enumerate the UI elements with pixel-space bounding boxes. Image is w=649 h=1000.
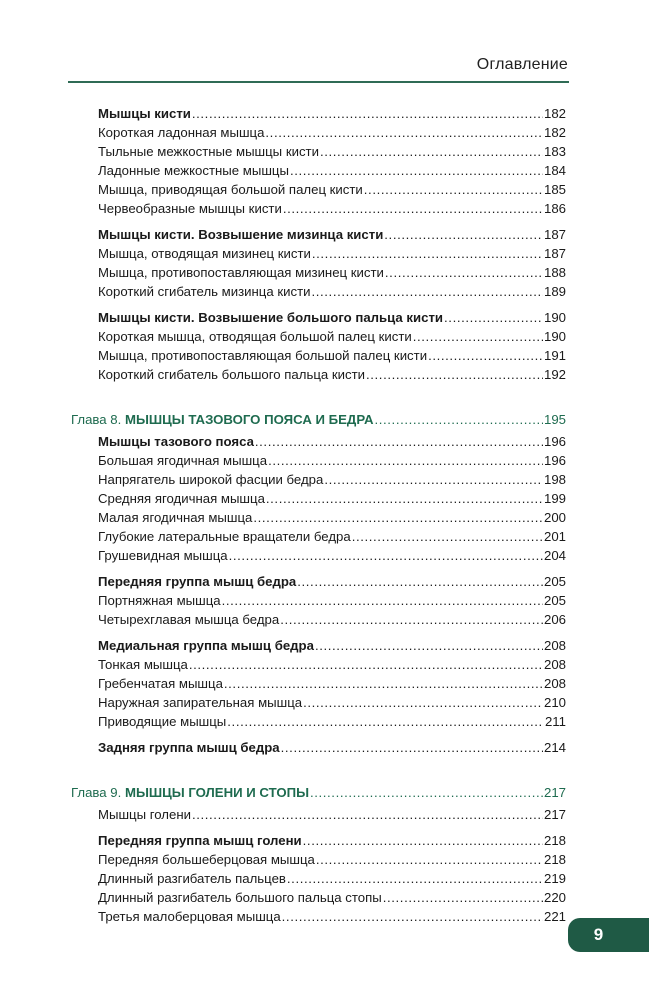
toc-group: [0, 831, 649, 926]
leader-dots: [303, 693, 543, 712]
toc-section-heading[interactable]: [0, 738, 566, 757]
toc-entry[interactable]: [0, 591, 566, 610]
leader-dots: [224, 674, 543, 693]
leader-dots: [324, 470, 543, 489]
toc-group: [0, 104, 649, 218]
page-number: 9: [593, 925, 604, 944]
leader-dots: [280, 610, 543, 629]
toc-entry-page: 211: [544, 714, 566, 729]
toc-entry[interactable]: [0, 244, 566, 263]
toc-entry-title: Тыльные межкостные мышцы кисти: [98, 144, 319, 159]
leader-dots: [282, 907, 543, 926]
leader-dots: [283, 199, 543, 218]
chapter-name: МЫШЦЫ ТАЗОВОГО ПОЯСА И БЕДРА: [124, 412, 374, 427]
toc-section-heading-page: 208: [543, 638, 566, 653]
toc-entry-page: 206: [543, 612, 566, 627]
toc-section-heading[interactable]: [0, 104, 566, 123]
chapter-name: МЫШЦЫ ГОЛЕНИ И СТОПЫ: [124, 785, 309, 800]
page-number-badge: [568, 918, 649, 952]
toc-group: [0, 572, 649, 629]
toc-entry-page: 200: [543, 510, 566, 525]
leader-dots: [192, 805, 543, 824]
leader-dots: [290, 161, 543, 180]
toc-entry[interactable]: [0, 142, 566, 161]
leader-dots: [352, 527, 543, 546]
toc-section-heading-page: 182: [543, 106, 566, 121]
leader-dots: [366, 365, 543, 384]
toc-entry-page: 219: [543, 871, 566, 886]
leader-dots: [255, 432, 543, 451]
toc-entry-title: Третья малоберцовая мышца: [98, 909, 281, 924]
toc-section-heading-page: 187: [543, 227, 566, 242]
toc-entry[interactable]: [0, 508, 566, 527]
toc-entry[interactable]: [0, 546, 566, 565]
toc-section-heading[interactable]: [0, 225, 566, 244]
toc-entry-title: Мышца, противопоставляющая большой палец кисти: [98, 348, 428, 363]
toc-entry-page: 196: [543, 453, 566, 468]
toc-entry[interactable]: [0, 712, 566, 731]
toc-entry-title: Короткий сгибатель большого пальца кисти: [98, 367, 366, 382]
toc-entry[interactable]: [0, 346, 566, 365]
toc-chapter-entry-title: [71, 410, 374, 429]
leader-dots: [266, 489, 543, 508]
toc-entry-page: 189: [543, 284, 566, 299]
toc-entry[interactable]: [0, 610, 566, 629]
toc-entry-title: Ладонные межкостные мышцы: [98, 163, 289, 178]
toc-entry-title: Короткая мышца, отводящая большой палец кисти: [98, 329, 412, 344]
toc-section-heading[interactable]: [0, 572, 566, 591]
toc-entry[interactable]: [0, 180, 566, 199]
leader-dots: [384, 225, 543, 244]
toc-group: [0, 432, 649, 565]
toc-entry-page: 190: [543, 329, 566, 344]
leader-dots: [428, 346, 543, 365]
toc-section-heading-page: 190: [543, 310, 566, 325]
toc-entry-title: Мышца, отводящая мизинец кисти: [98, 246, 311, 261]
leader-dots: [297, 572, 543, 591]
toc-entry-title: Глубокие латеральные вращатели бедра: [98, 529, 351, 544]
leader-dots: [192, 104, 543, 123]
toc-group: [0, 805, 649, 824]
toc-chapter-entry-page: 217: [543, 785, 566, 800]
toc-group: [0, 308, 649, 384]
toc-entry-title: Наружная запирательная мышца: [98, 695, 303, 710]
toc-entry-page: 201: [543, 529, 566, 544]
toc-entry-title: Длинный разгибатель пальцев: [98, 871, 286, 886]
toc-section-heading[interactable]: [0, 636, 566, 655]
toc-entry[interactable]: [0, 470, 566, 489]
header-divider: [68, 81, 569, 83]
leader-dots: [375, 410, 543, 429]
toc-entry-page: 220: [543, 890, 566, 905]
toc-entry[interactable]: [0, 850, 566, 869]
toc-entry-page: 218: [543, 852, 566, 867]
toc-section-heading-page: 214: [543, 740, 566, 755]
leader-dots: [310, 783, 543, 802]
chapter-label: Глава 8.: [71, 412, 122, 427]
toc-entry[interactable]: [0, 282, 566, 301]
toc-entry[interactable]: [0, 451, 566, 470]
toc-entry-page: 184: [543, 163, 566, 178]
toc-entry-page: 188: [543, 265, 566, 280]
leader-dots: [253, 508, 543, 527]
toc-section-heading-page: 205: [543, 574, 566, 589]
toc-entry[interactable]: [0, 907, 566, 926]
toc-chapter-entry-title: [71, 783, 309, 802]
leader-dots: [229, 546, 543, 565]
toc-chapter-entry[interactable]: [0, 410, 566, 429]
toc-section-heading-title: Мышцы тазового пояса: [98, 434, 254, 449]
toc-entry-page: 205: [543, 593, 566, 608]
toc-section-heading-title: Передняя группа мышц бедра: [98, 574, 297, 589]
toc-entry-title: Короткая ладонная мышца: [98, 125, 265, 140]
toc-entry-page: 204: [543, 548, 566, 563]
toc-entry-page: 210: [543, 695, 566, 710]
toc-entry[interactable]: [0, 805, 566, 824]
leader-dots: [364, 180, 543, 199]
toc-entry-page: 186: [543, 201, 566, 216]
toc-entry-title: Мышца, приводящая большой палец кисти: [98, 182, 363, 197]
toc-entry-title: Длинный разгибатель большого пальца стопы: [98, 890, 382, 905]
toc-entry-title: Передняя большеберцовая мышца: [98, 852, 315, 867]
toc-entry[interactable]: [0, 365, 566, 384]
leader-dots: [385, 263, 543, 282]
toc-entry-title: Четырехглавая мышца бедра: [98, 612, 280, 627]
toc-entry-title: Малая ягодичная мышца: [98, 510, 253, 525]
leader-dots: [287, 869, 543, 888]
leader-dots: [227, 712, 544, 731]
toc-entry[interactable]: [0, 263, 566, 282]
leader-dots: [265, 123, 543, 142]
toc-chapter-entry-page: 195: [543, 412, 566, 427]
running-header-title: Оглавление: [476, 56, 568, 73]
toc-entry[interactable]: [0, 527, 566, 546]
toc-chapter: [0, 410, 649, 757]
toc-entry-title: Мышца, противопоставляющая мизинец кисти: [98, 265, 384, 280]
toc-entry-title: Мышцы голени: [98, 807, 191, 822]
toc-entry-page: 183: [543, 144, 566, 159]
toc-entry[interactable]: [0, 693, 566, 712]
toc-section-heading[interactable]: [0, 432, 566, 451]
toc-entry-title: Тонкая мышца: [98, 657, 188, 672]
toc-entry-page: 199: [543, 491, 566, 506]
toc-entry[interactable]: [0, 123, 566, 142]
toc-section-heading-page: 218: [543, 833, 566, 848]
toc-entry-page: 185: [543, 182, 566, 197]
toc-entry-title: Средняя ягодичная мышца: [98, 491, 265, 506]
toc-group: [0, 225, 649, 301]
toc-entry-page: 182: [543, 125, 566, 140]
toc-entry-page: 187: [543, 246, 566, 261]
toc-group: [0, 636, 649, 731]
toc-entry[interactable]: [0, 869, 566, 888]
toc-entry[interactable]: [0, 161, 566, 180]
toc-section-heading-title: Мышцы кисти: [98, 106, 191, 121]
leader-dots: [312, 282, 543, 301]
toc-entry[interactable]: [0, 489, 566, 508]
toc-section-heading-title: Мышцы кисти. Возвышение мизинца кисти: [98, 227, 384, 242]
toc-chapter: [0, 783, 649, 926]
toc-entry-page: 208: [543, 676, 566, 691]
toc-section-heading-title: Передняя группа мышц голени: [98, 833, 302, 848]
toc-entry-title: Грушевидная мышца: [98, 548, 228, 563]
toc-entry-page: 217: [543, 807, 566, 822]
toc-entry[interactable]: [0, 674, 566, 693]
leader-dots: [315, 636, 543, 655]
toc-entry-page: 208: [543, 657, 566, 672]
toc-entry-page: 192: [543, 367, 566, 382]
toc-entry-title: Напрягатель широкой фасции бедра: [98, 472, 324, 487]
toc-entry-title: Приводящие мышцы: [98, 714, 227, 729]
toc-entry[interactable]: [0, 888, 566, 907]
toc-entry-title: Короткий сгибатель мизинца кисти: [98, 284, 311, 299]
toc-entry-title: Гребенчатая мышца: [98, 676, 223, 691]
toc-section-heading-title: Задняя группа мышц бедра: [98, 740, 280, 755]
toc-entry-title: Червеобразные мышцы кисти: [98, 201, 282, 216]
toc-chapter: [0, 104, 649, 384]
leader-dots: [444, 308, 543, 327]
leader-dots: [281, 738, 543, 757]
leader-dots: [222, 591, 543, 610]
toc-entry-page: 191: [543, 348, 566, 363]
leader-dots: [320, 142, 543, 161]
toc-entry-title: Портняжная мышца: [98, 593, 221, 608]
toc-entry[interactable]: [0, 199, 566, 218]
toc-section-heading-title: Медиальная группа мышц бедра: [98, 638, 314, 653]
toc-section-heading[interactable]: [0, 308, 566, 327]
toc-entry[interactable]: [0, 655, 566, 674]
leader-dots: [316, 850, 543, 869]
toc-entry-title: Большая ягодичная мышца: [98, 453, 268, 468]
leader-dots: [312, 244, 543, 263]
table-of-contents: [0, 104, 649, 926]
leader-dots: [303, 831, 543, 850]
chapter-label: Глава 9.: [71, 785, 122, 800]
leader-dots: [413, 327, 543, 346]
leader-dots: [383, 888, 543, 907]
toc-group: [0, 738, 649, 757]
leader-dots: [189, 655, 543, 674]
toc-entry-page: 221: [543, 909, 566, 924]
toc-entry-page: 198: [543, 472, 566, 487]
toc-section-heading-title: Мышцы кисти. Возвышение большого пальца кисти: [98, 310, 444, 325]
toc-section-heading[interactable]: [0, 831, 566, 850]
leader-dots: [268, 451, 543, 470]
toc-section-heading-page: 196: [543, 434, 566, 449]
toc-chapter-entry[interactable]: [0, 783, 566, 802]
toc-entry[interactable]: [0, 327, 566, 346]
